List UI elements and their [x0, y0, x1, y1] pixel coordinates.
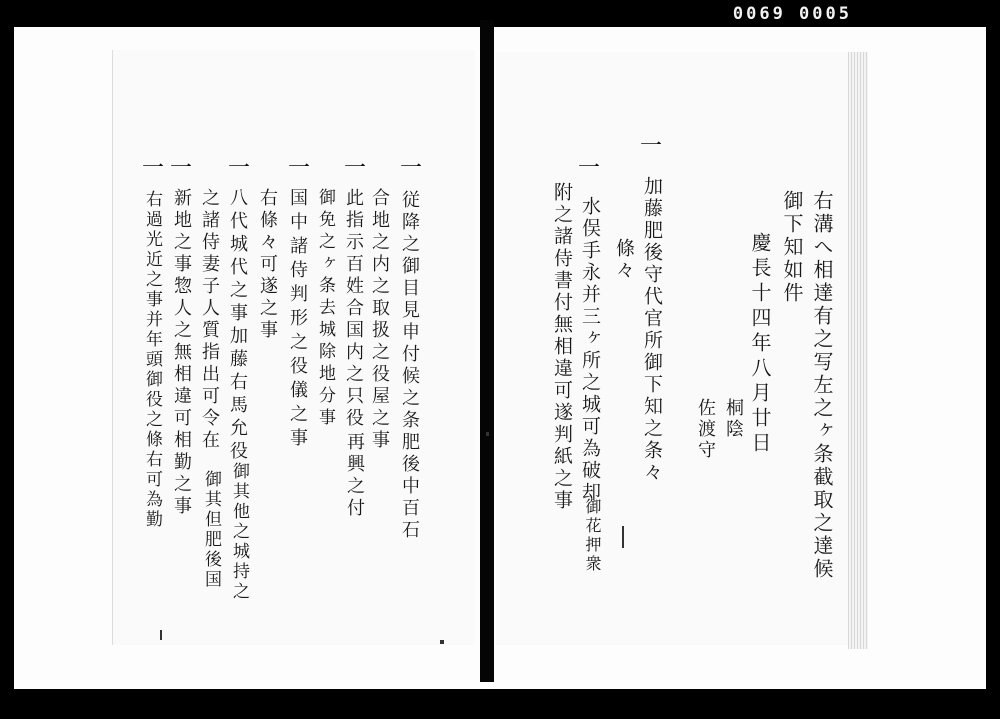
item-mark: 一: [288, 156, 311, 181]
left-page-column: 御其但肥後国: [201, 470, 221, 590]
signatory-name: 桐陰: [723, 398, 744, 440]
left-page-column: 御其他之城持之: [229, 462, 249, 602]
page-edges: [848, 52, 868, 649]
right-page-column: 右溝へ相達有之写左之ヶ条截取之達候: [810, 190, 834, 581]
item-mark: 一: [400, 156, 423, 181]
margin-stroke: [440, 640, 444, 644]
left-page-column: 再興之付: [344, 432, 365, 520]
left-page-column: 合地之内之取扱之役屋之事: [369, 188, 390, 452]
left-page-column: 右條々可遂之事: [257, 188, 278, 342]
margin-stroke: [622, 526, 624, 548]
book-gutter: [480, 20, 494, 682]
right-page-column: 御下知如件: [780, 190, 804, 305]
signatory-name: 佐渡守: [695, 398, 716, 461]
left-page-column: 八代城代之事加藤右馬允役: [227, 188, 248, 464]
left-page-column: 従降之御目見申付候之条肥後中百石: [399, 190, 420, 542]
right-page-annotation: 御花押衆: [583, 498, 602, 574]
date-line: 慶長十四年八月廿日: [748, 232, 772, 457]
left-page-column: 右過光近之事并年頭御役之條右可為勤: [142, 190, 162, 530]
microfilm-frame-number: 0069 0005: [732, 4, 852, 24]
item-mark: 一: [170, 156, 193, 181]
left-page-column: 新地之事惣人之無相違可相勤之事: [171, 188, 192, 518]
item-mark: 一: [344, 156, 367, 181]
right-page-column: 水俣手永并三ヶ所之城可為破却: [579, 196, 601, 504]
left-page-column: 此指示百姓合国内之只役: [343, 188, 364, 430]
item-mark: 一: [578, 156, 601, 181]
item-mark: 一: [228, 156, 251, 181]
item-mark: 一: [142, 156, 165, 181]
right-page-column: 附之諸侍書付無相違可遂判紙之事: [551, 182, 573, 512]
left-page-column: 之諸侍妻子人質指出可令在: [199, 188, 220, 452]
left-page-column: 国中諸侍判形之役儀之事: [287, 188, 308, 452]
right-page: [496, 52, 848, 645]
left-page-column: 御免之ヶ条去城除地分事: [315, 188, 335, 430]
right-page-column: 加藤肥後守代官所御下知之条々: [641, 176, 663, 484]
item-mark: 一: [640, 134, 663, 159]
margin-stroke: [486, 432, 489, 436]
margin-stroke: [160, 630, 162, 640]
right-page-column: 條々: [613, 238, 635, 282]
